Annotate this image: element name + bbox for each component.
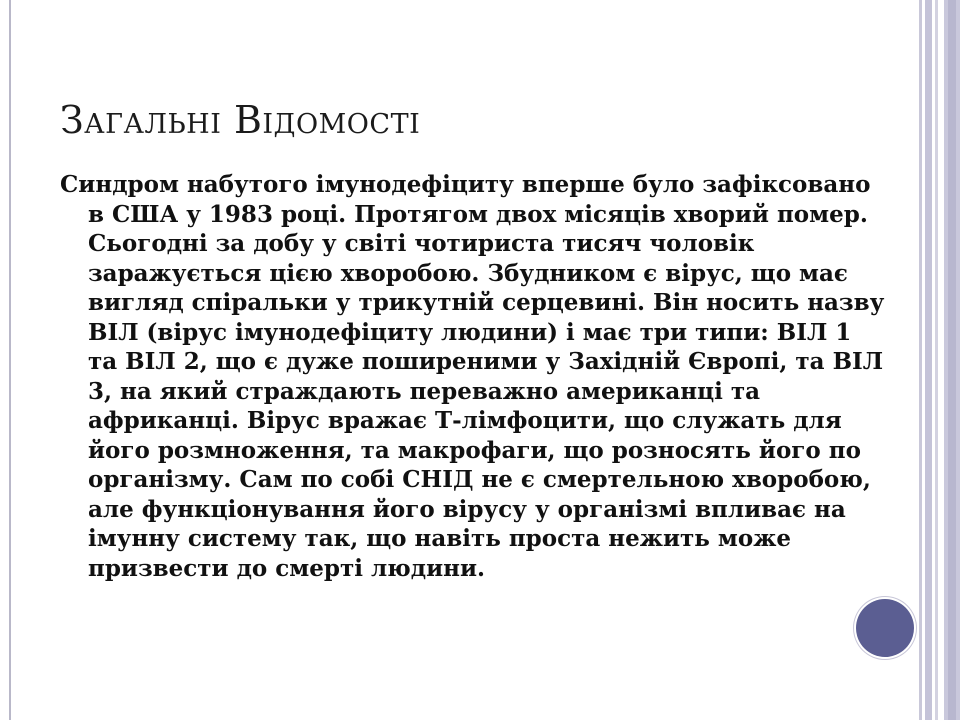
right-decor-stripe [925, 0, 932, 720]
right-decor-stripe [935, 0, 938, 720]
right-decor-stripe [919, 0, 922, 720]
left-frame-line [9, 0, 11, 720]
slide-title: Загальні Відомості [60, 98, 421, 142]
decorative-circle [856, 599, 914, 657]
right-decor-stripe [948, 0, 956, 720]
slide-body-text: Синдром набутого імунодефіциту вперше було зафіксовано в США у 1983 році. Протягом двох місяців хворий помер. Сьогодні за добу у світі чотириста тисяч чоловік заражується цією хворобою. Збудником є вірус, що має вигляд спіральки у трикутній серцевині. Він носить назву ВІЛ (вірус імунодефіциту людини) і має три типи: ВІЛ 1 та ВІЛ 2, що є дуже поширеними у Західній Європі, та ВІЛ 3, на який страждають переважно американці та африканці. Вірус вражає Т-лімфоцити, що служать для його розмноження, та макрофаги, що розносять його по організму. Сам по собі СНІД не є смертельною хворобою, але функціонування його вірусу у організмі впливає на імунну систему так, що навіть проста нежить може призвести до смерті людини. [60, 171, 885, 582]
slide-body-paragraph [60, 170, 888, 583]
